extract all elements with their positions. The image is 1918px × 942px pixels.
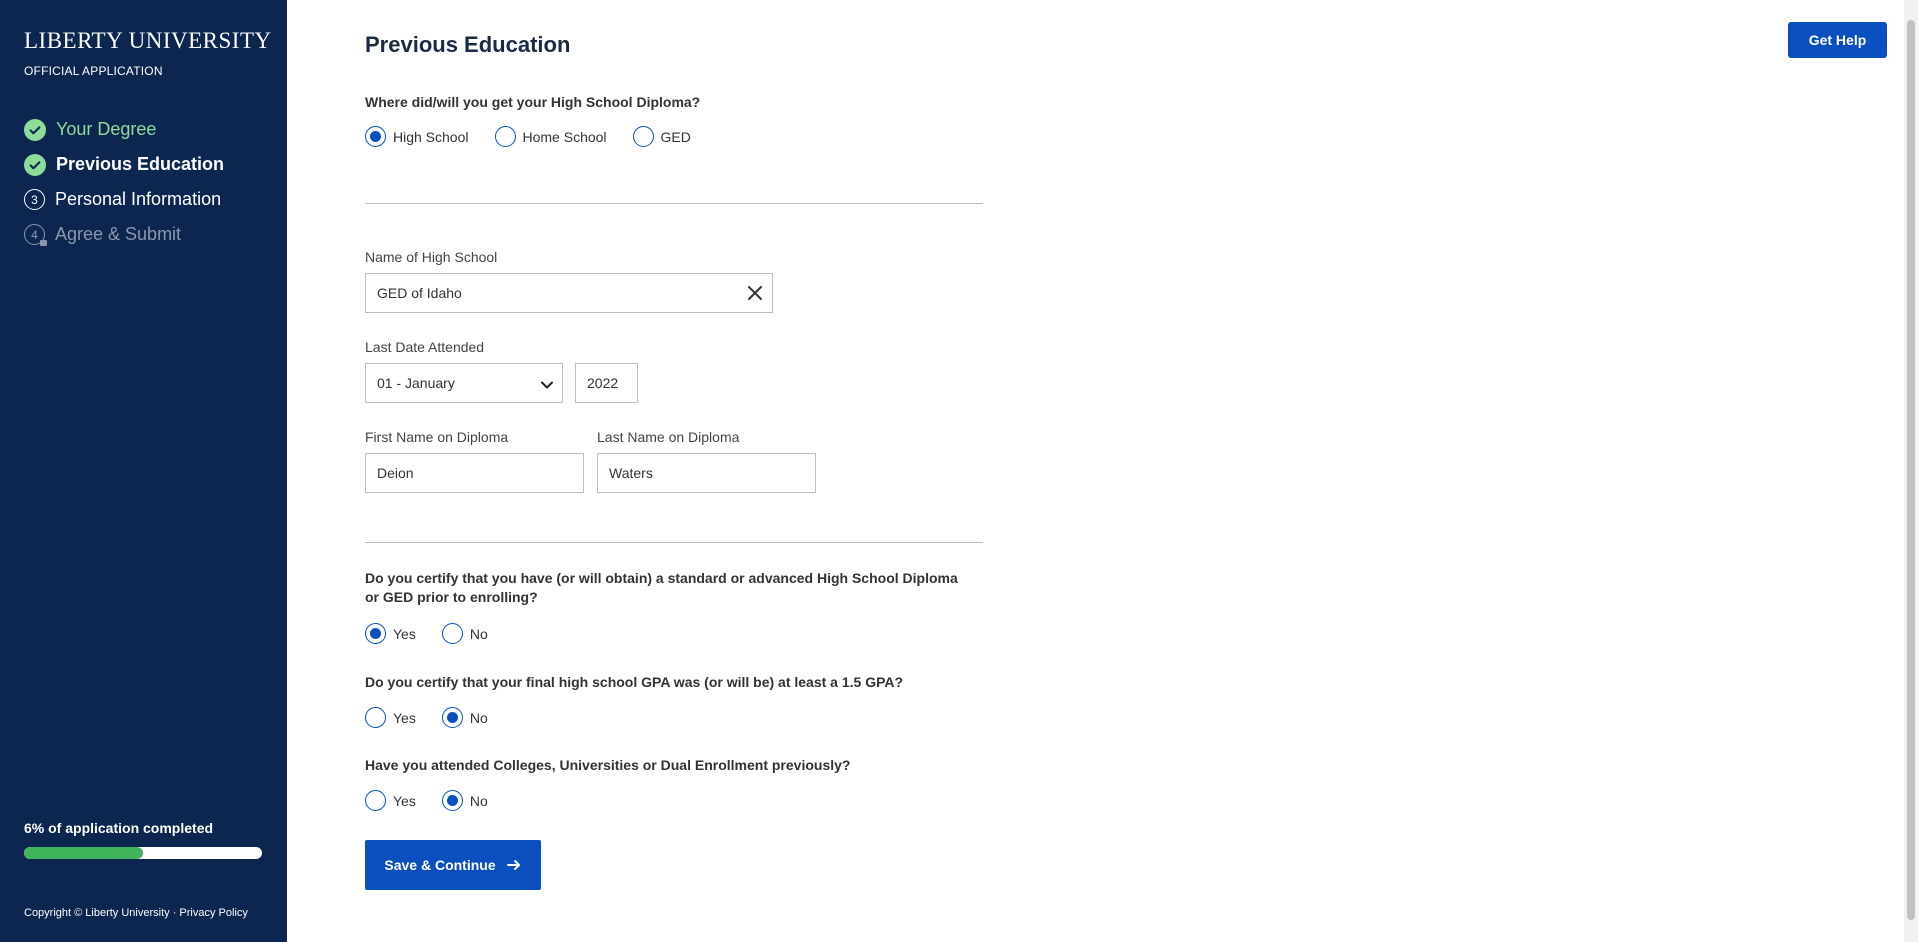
radio-college-no[interactable] (442, 790, 488, 811)
step-label: Agree & Submit (55, 224, 182, 244)
step-label: Previous Education (56, 154, 225, 174)
radio-label: High School (393, 128, 469, 145)
radio-label: Home School (522, 128, 607, 145)
high-school-name-input[interactable] (365, 273, 773, 313)
radio-certify-diploma-no[interactable] (442, 623, 488, 644)
step-label: Your Degree (56, 119, 157, 139)
step-previous-education[interactable] (24, 147, 224, 182)
month-select[interactable] (365, 363, 563, 403)
radio-certify-gpa-no[interactable] (442, 707, 488, 728)
scrollbar-thumb[interactable] (1907, 20, 1915, 920)
application-steps (24, 112, 224, 252)
radio-circle[interactable] (442, 707, 463, 728)
radio-ged[interactable] (633, 126, 691, 147)
get-help-button[interactable]: Get Help (1788, 22, 1887, 58)
last-date-attended-label: Last Date Attended (365, 339, 485, 355)
radio-circle[interactable] (365, 707, 386, 728)
radio-circle[interactable] (442, 790, 463, 811)
year-input[interactable] (575, 363, 638, 403)
check-icon (24, 154, 46, 176)
radio-circle[interactable] (495, 126, 516, 147)
radio-college-yes[interactable] (365, 790, 416, 811)
radio-label: Yes (393, 709, 416, 726)
diploma-source-radio-group (365, 126, 717, 147)
college-attended-radio-group (365, 790, 514, 811)
section-divider (365, 542, 983, 543)
step-personal-information[interactable] (24, 182, 224, 217)
radio-circle[interactable] (365, 126, 386, 147)
diploma-source-question: Where did/will you get your High School Diploma? (365, 94, 701, 110)
chevron-down-icon (540, 378, 554, 392)
first-name-label: First Name on Diploma (365, 429, 509, 445)
step-number: 3 (24, 189, 45, 210)
step-number-text: 4 (31, 227, 38, 242)
radio-high-school[interactable] (365, 126, 469, 147)
high-school-name-value: GED of Idaho (377, 285, 462, 301)
progress-bar (24, 847, 262, 859)
brand-logo-text: LIBERTY UNIVERSITY (24, 28, 272, 53)
brand (24, 28, 272, 78)
step-number (24, 224, 45, 245)
progress-text: 6% of application completed (24, 820, 214, 836)
check-icon (24, 119, 46, 141)
certify-diploma-question: Do you certify that you have (or will obtain) a standard or advanced High School Diploma or GED prior to enrolling? (365, 570, 958, 605)
radio-home-school[interactable] (495, 126, 607, 147)
radio-label: Yes (393, 625, 416, 642)
step-agree-submit (24, 217, 224, 252)
arrow-right-icon (506, 857, 522, 873)
step-your-degree[interactable] (24, 112, 224, 147)
first-name-value: Deion (377, 465, 414, 481)
lock-icon (40, 240, 47, 246)
radio-circle[interactable] (633, 126, 654, 147)
certify-gpa-radio-group (365, 707, 514, 728)
clear-icon[interactable] (746, 284, 764, 302)
last-name-label: Last Name on Diploma (597, 429, 740, 445)
sidebar (0, 0, 287, 942)
certify-diploma-radio-group (365, 623, 514, 644)
high-school-name-label: Name of High School (365, 249, 498, 265)
last-name-value: Waters (609, 465, 653, 481)
radio-label: No (469, 709, 488, 726)
last-name-input[interactable] (597, 453, 816, 493)
section-divider (365, 203, 983, 204)
copyright-text: Copyright © Liberty University · Privacy Policy (24, 907, 248, 919)
radio-label: Yes (393, 792, 416, 809)
save-continue-label: Save & Continue (384, 857, 496, 873)
step-label: Personal Information (55, 189, 222, 209)
college-attended-question: Have you attended Colleges, Universities or Dual Enrollment previously? (365, 757, 851, 773)
radio-label: No (469, 625, 488, 642)
page-title: Previous Education (365, 32, 571, 57)
radio-certify-diploma-yes[interactable] (365, 623, 416, 644)
progress-fill (24, 847, 143, 859)
scrollbar[interactable] (1904, 0, 1918, 942)
certify-gpa-question: Do you certify that your final high school GPA was (or will be) at least a 1.5 GPA? (365, 674, 904, 690)
application-progress (24, 820, 262, 859)
month-select-value: 01 - January (377, 375, 455, 391)
radio-circle[interactable] (365, 790, 386, 811)
radio-label: GED (660, 128, 691, 145)
save-continue-button[interactable] (365, 840, 541, 890)
radio-circle[interactable] (442, 623, 463, 644)
radio-circle[interactable] (365, 623, 386, 644)
radio-label: No (469, 792, 488, 809)
brand-subtitle: OFFICIAL APPLICATION (24, 64, 163, 78)
year-value: 2022 (587, 375, 619, 391)
first-name-input[interactable] (365, 453, 584, 493)
radio-certify-gpa-yes[interactable] (365, 707, 416, 728)
